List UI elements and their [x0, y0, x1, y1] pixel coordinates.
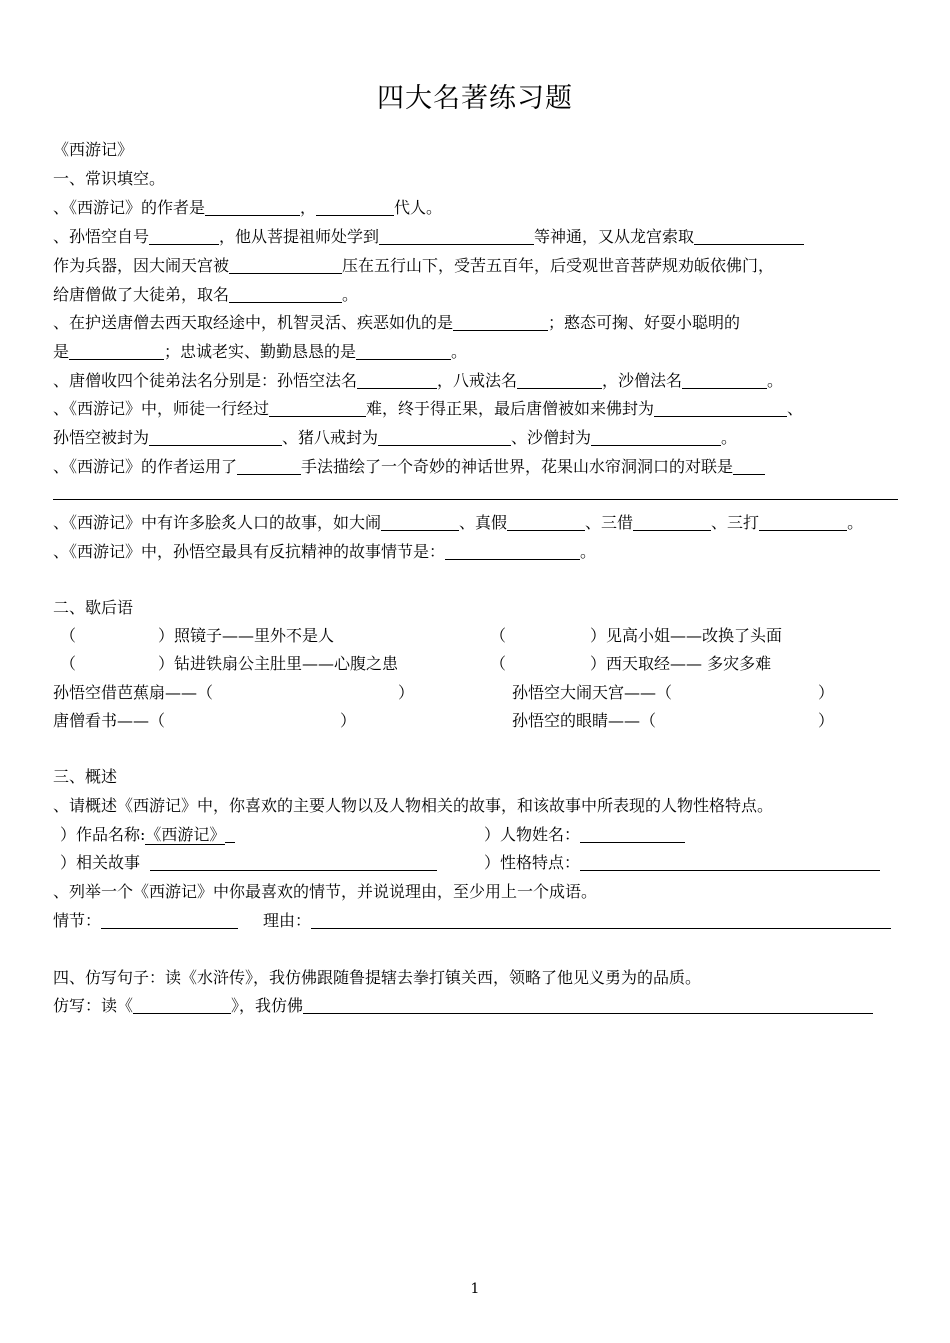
blank-author[interactable]: [205, 197, 300, 216]
xiehouyu-1-open[interactable]: （: [60, 626, 77, 645]
question-disciples-line1: 、在护送唐僧去西天取经途中，机智灵活、疾恶如仇的是 ；憨态可掬、好耍小聪明的: [53, 313, 741, 332]
blank-shaseng-name[interactable]: [682, 370, 767, 389]
section2-heading: 二、歇后语: [53, 598, 134, 617]
blank-sanjie[interactable]: [633, 512, 711, 531]
blank-bajie-title[interactable]: [378, 427, 511, 446]
blank-book-title[interactable]: [133, 995, 231, 1014]
blank-couplet-line[interactable]: [53, 499, 898, 500]
blank-traits[interactable]: [580, 852, 880, 871]
blank-plot[interactable]: [101, 910, 238, 929]
section3-heading: 三、概述: [53, 767, 118, 786]
blank-related-story[interactable]: [150, 852, 437, 871]
xiehouyu-4-text: ）西天取经—— 多灾多难: [590, 654, 772, 673]
xiehouyu-7-text: 唐僧看书——（: [53, 711, 166, 730]
xiehouyu-2-text: ）见高小姐——改换了头面: [590, 626, 783, 645]
xiehouyu-6-close[interactable]: ）: [818, 683, 835, 702]
xiehouyu-6-text: 孙悟空大闹天宫——（: [512, 683, 673, 702]
question-author: 、《西游记》的作者是 ， 代人。: [53, 198, 443, 217]
section4-heading: 四、仿写句子：读《水浒传》，我仿佛跟随鲁提辖去拳打镇关西，领略了他见义勇为的品质。: [53, 968, 702, 987]
xiehouyu-5-text: 孙悟空借芭蕉扇——（: [53, 683, 214, 702]
xiehouyu-1-text: ）照镜子——里外不是人: [158, 626, 335, 645]
blank-reason[interactable]: [311, 910, 891, 929]
blank-sanda[interactable]: [759, 512, 847, 531]
blank-zhenjia[interactable]: [507, 512, 585, 531]
question-sunwukong-line2: 作为兵器，因大闹天宫被 压在五行山下，受苦五百年，后受观世音菩萨规劝皈依佛门，: [53, 256, 775, 275]
page-title: 四大名著练习题: [377, 83, 573, 114]
blank-self-title[interactable]: [149, 226, 219, 245]
blank-loyal-disciple[interactable]: [356, 341, 451, 360]
work-name-row: ）作品名称:《西游记》: [60, 824, 235, 846]
xiehouyu-4-open[interactable]: （: [490, 654, 507, 673]
xiehouyu-3-text: ）钻进铁扇公主肚里——心腹之患: [158, 654, 399, 673]
question-sunwukong-line3: 给唐僧做了大徒弟，取名 。: [53, 285, 359, 304]
blank-trials-count[interactable]: [269, 398, 366, 417]
blank-playful-disciple[interactable]: [69, 341, 164, 360]
section1-heading: 一、常识填空。: [53, 169, 166, 188]
xiehouyu-8-text: 孙悟空的眼睛——（: [512, 711, 657, 730]
question-rebellion: 、《西游记》中，孙悟空最具有反抗精神的故事情节是： 。: [53, 542, 597, 561]
question-technique: 、《西游记》的作者运用了 手法描绘了一个奇妙的神话世界，花果山水帘洞洞口的对联是: [53, 456, 765, 478]
blank-shaseng-title[interactable]: [591, 427, 721, 446]
blank-danao[interactable]: [381, 512, 459, 531]
blank-imitation-sentence[interactable]: [303, 995, 873, 1014]
question-dharma-names: 、唐僧收四个徒弟法名分别是：孙悟空法名 ，八戒法名 ，沙僧法名 。: [53, 371, 784, 390]
page-number: 1: [470, 1281, 480, 1297]
question-titles-line1: 、《西游记》中，师徒一行经过 难，终于得正果，最后唐僧被如来佛封为 、: [53, 399, 804, 418]
blank-skills[interactable]: [379, 226, 534, 245]
imitation-row: 仿写：读《 》，我仿佛: [53, 995, 873, 1017]
blank-dharma-name[interactable]: [229, 284, 342, 303]
question-sunwukong-line1: 、孙悟空自号 ，他从菩提祖师处学到 等神通，又从龙宫索取: [53, 226, 804, 248]
book-label: 《西游记》: [53, 140, 134, 159]
question-summary: 、请概述《西游记》中，你喜欢的主要人物以及人物相关的故事，和该故事中所表现的人物性格特点。: [53, 796, 774, 815]
xiehouyu-2-open[interactable]: （: [490, 626, 507, 645]
blank-rebellion-story[interactable]: [445, 541, 580, 560]
question-stories: 、《西游记》中有许多脍炙人口的故事，如大闹 、真假 、三借 、三打 。: [53, 513, 864, 532]
blank-technique[interactable]: [237, 456, 301, 475]
related-story-row: ）相关故事: [60, 852, 437, 874]
blank-clever-disciple[interactable]: [453, 312, 548, 331]
question-disciples-line2: 是 ；忠诚老实、勤勤恳恳的是 。: [53, 342, 468, 361]
blank-couplet-start[interactable]: [733, 456, 765, 475]
blank-character-name[interactable]: [580, 824, 685, 843]
blank-wukong-title[interactable]: [149, 427, 282, 446]
question-titles-line2: 孙悟空被封为 、猪八戒封为 、沙僧封为 。: [53, 428, 738, 447]
xiehouyu-5-close[interactable]: ）: [398, 683, 415, 702]
character-name-row: ）人物姓名：: [484, 824, 685, 846]
reason-row: 理由：: [263, 910, 891, 932]
work-name-value: 《西游记》: [145, 825, 226, 844]
blank-suppressor[interactable]: [229, 255, 342, 274]
blank-tangseng-title[interactable]: [654, 398, 787, 417]
blank-bajie-name[interactable]: [517, 370, 602, 389]
blank-weapon[interactable]: [694, 226, 804, 245]
xiehouyu-8-close[interactable]: ）: [818, 711, 835, 730]
plot-row: 情节：: [53, 910, 238, 932]
question-favorite-plot: 、列举一个《西游记》中你最喜欢的情节，并说说理由，至少用上一个成语。: [53, 882, 598, 901]
blank-wukong-name[interactable]: [357, 370, 437, 389]
blank-dynasty[interactable]: [316, 197, 394, 216]
xiehouyu-7-close[interactable]: ）: [340, 711, 357, 730]
xiehouyu-3-open[interactable]: （: [60, 654, 77, 673]
traits-row: ）性格特点：: [484, 852, 880, 874]
